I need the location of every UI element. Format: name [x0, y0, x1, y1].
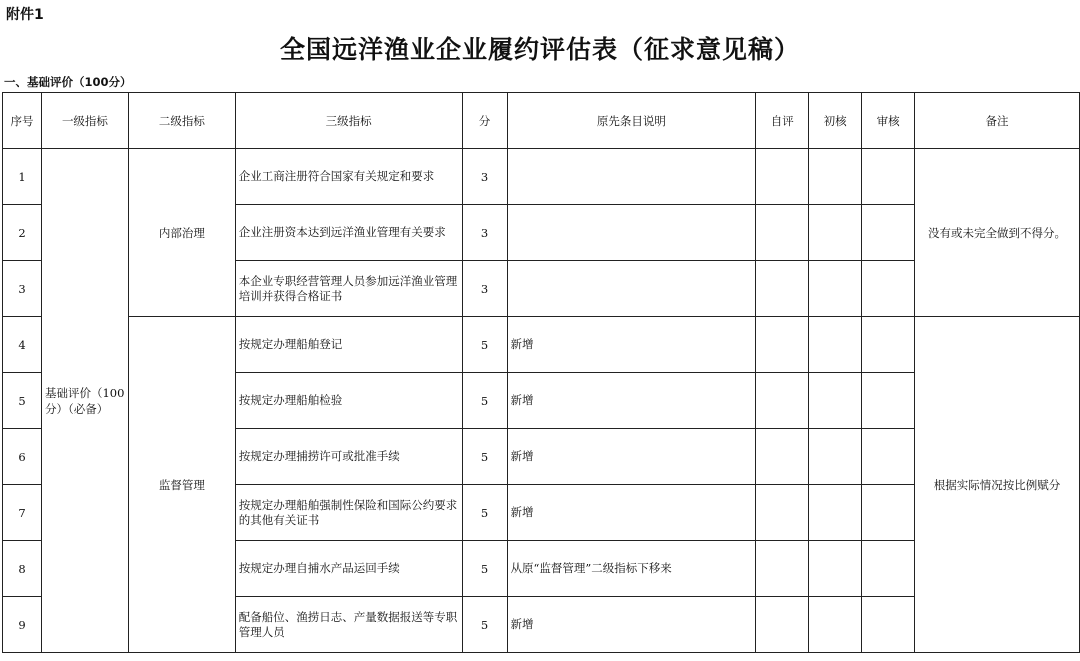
level2-cell-supervision: 监督管理: [128, 317, 235, 653]
review-cell[interactable]: [862, 261, 915, 317]
level3-cell: 按规定办理船舶强制性保险和国际公约要求的其他有关证书: [235, 485, 462, 541]
level3-cell: 本企业专职经营管理人员参加远洋渔业管理培训并获得合格证书: [235, 261, 462, 317]
score-cell: 3: [462, 205, 507, 261]
review-cell[interactable]: [862, 429, 915, 485]
review-cell[interactable]: [862, 205, 915, 261]
level3-cell: 企业工商注册符合国家有关规定和要求: [235, 149, 462, 205]
score-cell: 5: [462, 373, 507, 429]
self-eval-cell[interactable]: [756, 373, 809, 429]
level3-cell: 按规定办理自捕水产品运回手续: [235, 541, 462, 597]
self-eval-cell[interactable]: [756, 597, 809, 653]
level3-cell: 企业注册资本达到远洋渔业管理有关要求: [235, 205, 462, 261]
review-cell[interactable]: [862, 597, 915, 653]
level1-cell: 基础评价（100分）（必备）: [41, 149, 128, 653]
attachment-label: 附件1: [6, 7, 44, 23]
review-cell[interactable]: [862, 485, 915, 541]
self-eval-cell[interactable]: [756, 541, 809, 597]
level3-cell: 按规定办理船舶登记: [235, 317, 462, 373]
score-cell: 5: [462, 317, 507, 373]
review-cell[interactable]: [862, 541, 915, 597]
original-cell: 新增: [507, 597, 756, 653]
remark-cell-internal: 没有或未完全做到不得分。: [915, 149, 1080, 317]
header-level2: 二级指标: [128, 93, 235, 149]
seq-cell: 6: [3, 429, 42, 485]
table-row: [3, 149, 1080, 205]
score-cell: 3: [462, 149, 507, 205]
level3-cell: 按规定办理捕捞许可或批准手续: [235, 429, 462, 485]
score-cell: 5: [462, 597, 507, 653]
original-cell: 新增: [507, 429, 756, 485]
original-cell: 新增: [507, 373, 756, 429]
level3-cell: 配备船位、渔捞日志、产量数据报送等专职管理人员: [235, 597, 462, 653]
header-level1: 一级指标: [41, 93, 128, 149]
header-seq: 序号: [3, 93, 42, 149]
original-cell: [507, 261, 756, 317]
remark-cell-supervision: 根据实际情况按比例赋分: [915, 317, 1080, 653]
initial-check-cell[interactable]: [809, 373, 862, 429]
seq-cell: 9: [3, 597, 42, 653]
review-cell[interactable]: [862, 317, 915, 373]
review-cell[interactable]: [862, 373, 915, 429]
level2-cell-internal: 内部治理: [128, 149, 235, 317]
score-cell: 5: [462, 541, 507, 597]
original-cell: 新增: [507, 485, 756, 541]
seq-cell: 4: [3, 317, 42, 373]
seq-cell: 1: [3, 149, 42, 205]
initial-check-cell[interactable]: [809, 485, 862, 541]
score-cell: 3: [462, 261, 507, 317]
self-eval-cell[interactable]: [756, 317, 809, 373]
evaluation-table: [2, 92, 1080, 653]
table-header-row: [3, 93, 1080, 149]
seq-cell: 5: [3, 373, 42, 429]
review-cell[interactable]: [862, 149, 915, 205]
seq-cell: 8: [3, 541, 42, 597]
initial-check-cell[interactable]: [809, 541, 862, 597]
table-row: [3, 317, 1080, 373]
original-cell: 从原“监督管理”二级指标下移来: [507, 541, 756, 597]
score-cell: 5: [462, 429, 507, 485]
seq-cell: 3: [3, 261, 42, 317]
header-score: 分: [462, 93, 507, 149]
original-cell: [507, 149, 756, 205]
initial-check-cell[interactable]: [809, 205, 862, 261]
initial-check-cell[interactable]: [809, 429, 862, 485]
self-eval-cell[interactable]: [756, 149, 809, 205]
score-cell: 5: [462, 485, 507, 541]
self-eval-cell[interactable]: [756, 485, 809, 541]
level3-cell: 按规定办理船舶检验: [235, 373, 462, 429]
original-cell: [507, 205, 756, 261]
original-cell: 新增: [507, 317, 756, 373]
initial-check-cell[interactable]: [809, 261, 862, 317]
header-remark: 备注: [915, 93, 1080, 149]
section-heading: 一、基础评价（100分）: [4, 75, 132, 89]
initial-check-cell[interactable]: [809, 149, 862, 205]
document-title: 全国远洋渔业企业履约评估表（征求意见稿）: [279, 35, 800, 64]
self-eval-cell[interactable]: [756, 429, 809, 485]
initial-check-cell[interactable]: [809, 597, 862, 653]
header-initial: 初核: [809, 93, 862, 149]
header-review: 审核: [862, 93, 915, 149]
self-eval-cell[interactable]: [756, 205, 809, 261]
seq-cell: 2: [3, 205, 42, 261]
initial-check-cell[interactable]: [809, 317, 862, 373]
self-eval-cell[interactable]: [756, 261, 809, 317]
seq-cell: 7: [3, 485, 42, 541]
header-original: 原先条目说明: [507, 93, 756, 149]
header-level3: 三级指标: [235, 93, 462, 149]
header-self: 自评: [756, 93, 809, 149]
